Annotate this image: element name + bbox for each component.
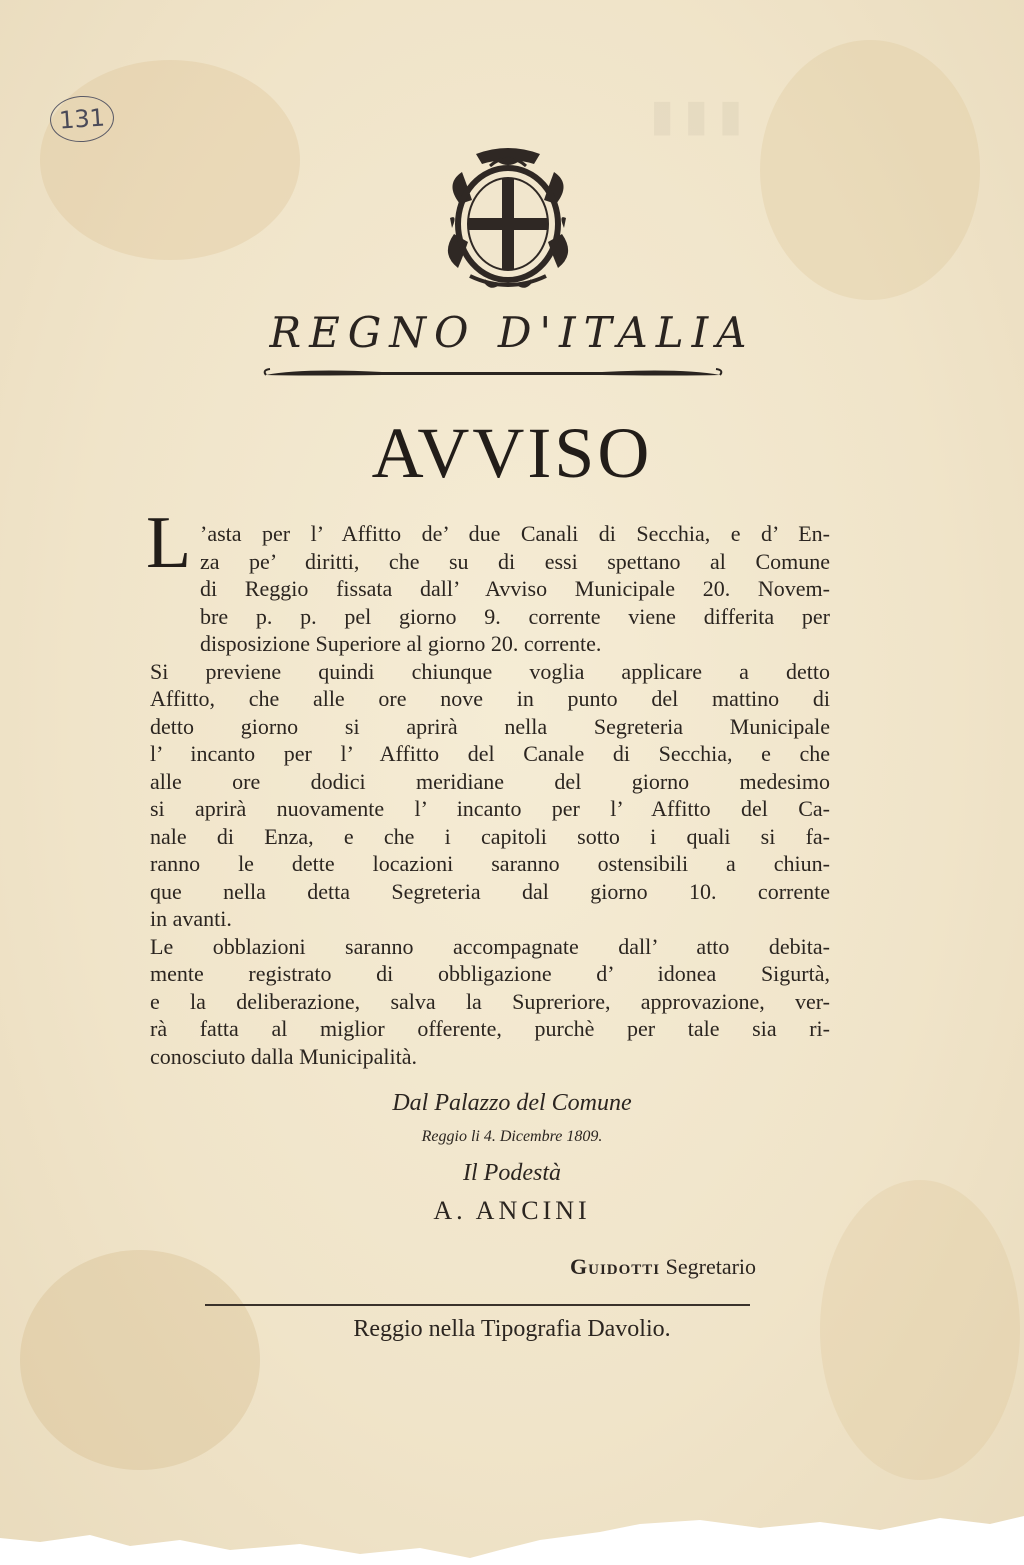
text-line: si aprirà nuovamente l’ incanto per l’ Affitto del Ca- [150, 796, 830, 821]
coat-of-arms-emblem [438, 144, 578, 294]
text-line: disposizione Superiore al giorno 20. corrente. [200, 631, 602, 656]
text-line: alle ore dodici meridiane del giorno medesimo [150, 768, 830, 794]
text-line: Affitto, che alle ore nove in punto del mattino di [150, 686, 830, 711]
archive-number-stamp: 131 [48, 94, 115, 144]
notice-body [146, 502, 830, 1070]
text-line: detto giorno si aprirà nella Segreteria Municipale [150, 713, 830, 739]
torn-bottom-edge [0, 1480, 1024, 1565]
footer-rule [205, 1304, 750, 1306]
text-line: e la deliberazione, salva la Supreriore, approvazione, ver- [150, 988, 830, 1014]
signatory-name: A. ANCINI [433, 1196, 591, 1225]
paper-stain [20, 1250, 260, 1470]
signatory-role: Il Podestà [463, 1160, 561, 1186]
text-line: bre p. p. pel giorno 9. corrente viene differita per [200, 603, 830, 629]
text-line: Si previene quindi chiunque voglia applicare a detto [150, 658, 830, 684]
text-line: conosciuto dalla Municipalità. [150, 1043, 417, 1069]
notice-title: AVVISO [371, 413, 653, 493]
text-line: mente registrato di obbligazione d’ idonea Sigurtà, [150, 961, 830, 986]
paper-stain [40, 60, 300, 260]
text-line: ’asta per l’ Affitto de’ due Canali di Secchia, e d’ En- [200, 521, 830, 546]
kingdom-heading: REGNO D'ITALIA [269, 308, 755, 357]
paragraph-3 [150, 933, 830, 1071]
paragraph-1 [146, 502, 830, 658]
text-line: l’ incanto per l’ Affitto del Canale di Secchia, e che [150, 741, 830, 766]
paper-stain [760, 40, 980, 300]
issuing-place: Dal Palazzo del Comune [392, 1090, 632, 1116]
secretary-name: Guidotti [570, 1254, 661, 1279]
paragraph-2 [150, 658, 830, 933]
text-line: rà fatta al miglior offerente, purchè per tale sia ri- [150, 1016, 830, 1041]
issue-date: Reggio li 4. Dicembre 1809. [421, 1128, 603, 1145]
bleed-through-mark: ▮▮▮ [640, 90, 743, 141]
secretary-title: Segretario [665, 1254, 757, 1279]
heading-swash-rule [262, 364, 724, 382]
printer-imprint: Reggio nella Tipografia Davolio. [353, 1316, 671, 1342]
text-line: di Reggio fissata dall’ Avviso Municipale 20. Novem- [200, 576, 830, 601]
text-line: in avanti. [150, 906, 232, 931]
secretary-signature [570, 1254, 756, 1280]
text-line: nale di Enza, e che i capitoli sotto i quali si fa- [150, 823, 830, 849]
text-line: za pe’ diritti, che su di essi spettano al Comune [200, 548, 830, 574]
text-line: Le obblazioni saranno accompagnate dall’ atto debita- [150, 933, 830, 959]
text-line: ranno le dette locazioni saranno ostensibili a chiun- [150, 851, 830, 876]
drop-cap: L [146, 502, 192, 584]
text-line: que nella detta Segreteria dal giorno 10. corrente [150, 878, 830, 904]
